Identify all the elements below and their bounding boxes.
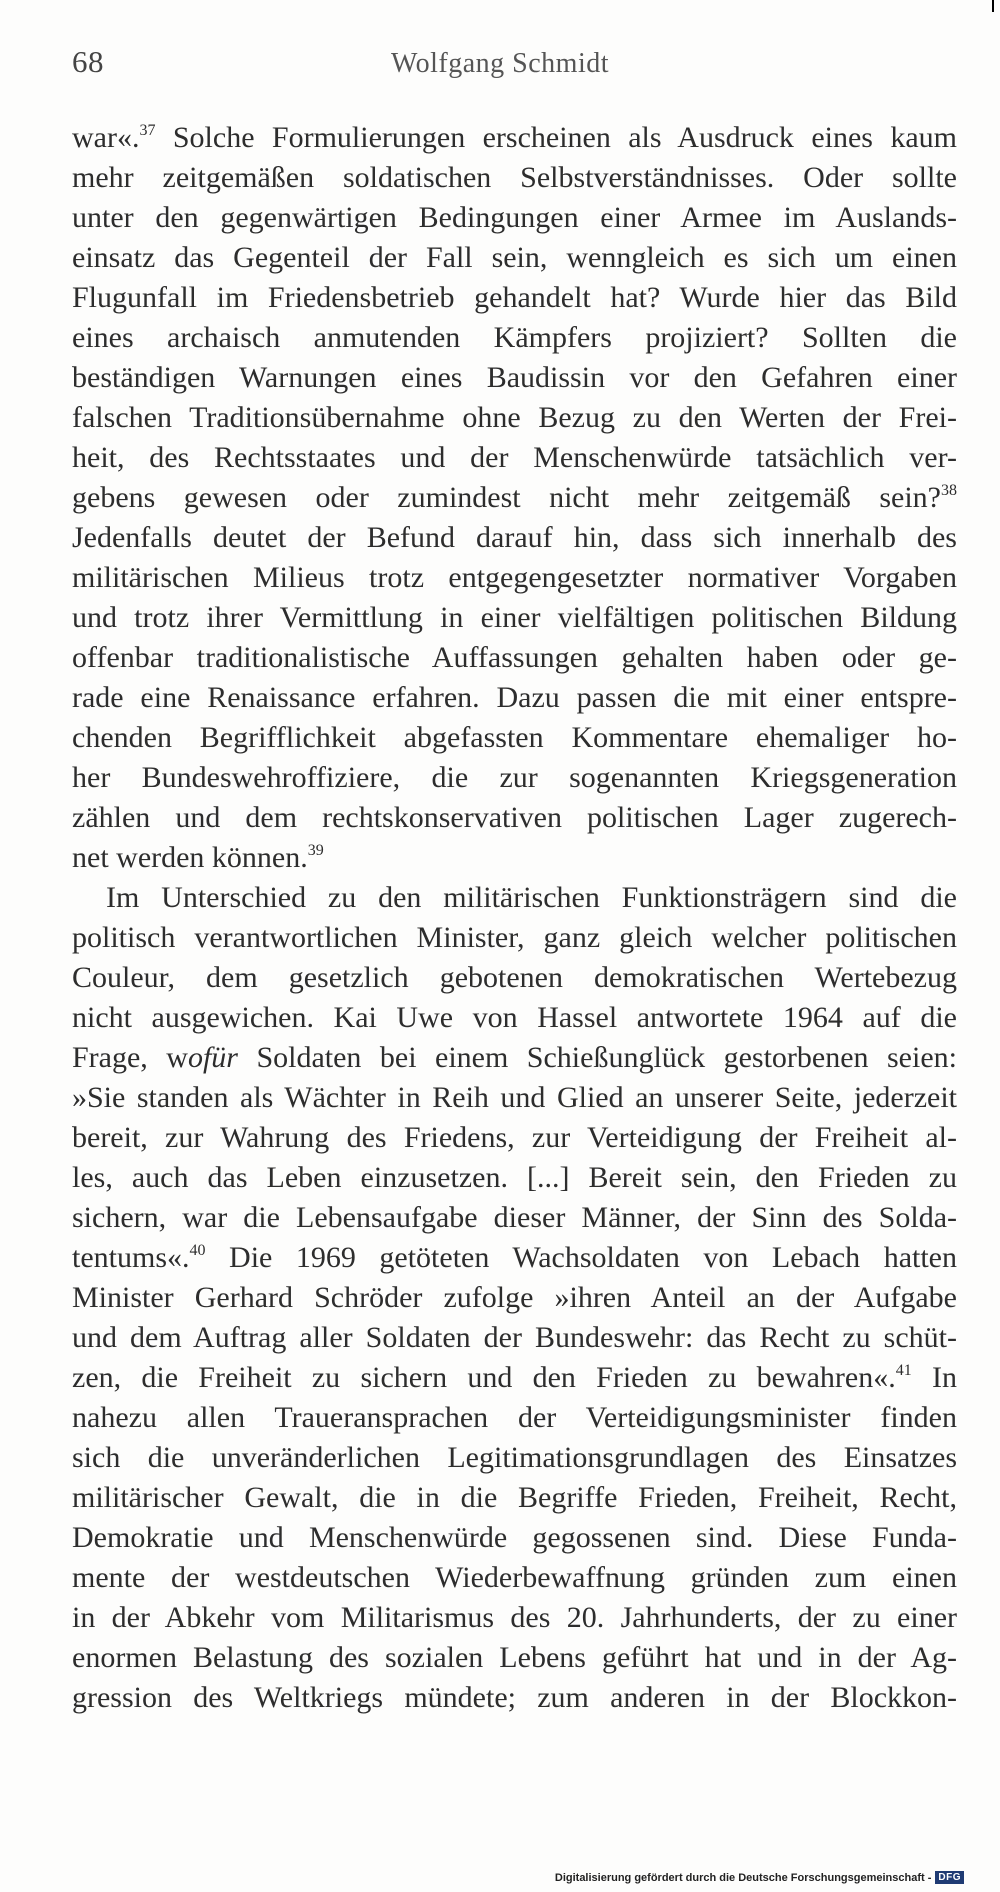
line-text: mehr zeitgemäßen soldatischen Selbstverständnisses. Oder sollte xyxy=(72,161,957,194)
text-line xyxy=(72,998,957,1038)
line-text: in der Abkehr vom Militarismus des 20. Jahrhunderts, der zu einer xyxy=(72,1601,957,1634)
text-line xyxy=(72,358,957,398)
text-line xyxy=(72,478,957,518)
line-text: chenden Begrifflichkeit abgefassten Kommentare ehemaliger ho- xyxy=(72,721,957,754)
text-line xyxy=(72,598,957,638)
line-text: zen, die Freiheit zu sichern und den Frieden zu bewahren«. xyxy=(72,1361,896,1394)
line-text: Flugunfall im Friedensbetrieb gehandelt hat? Wurde hier das Bild xyxy=(72,281,957,314)
footnote-marker: 38 xyxy=(941,482,957,499)
line-text: unter den gegenwärtigen Bedingungen einer Armee im Auslands- xyxy=(72,201,957,234)
text-line xyxy=(72,1438,957,1478)
line-text: Jedenfalls deutet der Befund darauf hin, dass sich innerhalb des xyxy=(72,521,957,554)
line-text: mente der westdeutschen Wiederbewaffnung gründen zum einen xyxy=(72,1561,957,1594)
line-text: und dem Auftrag aller Soldaten der Bundeswehr: das Recht zu schüt- xyxy=(72,1321,957,1354)
footnote-marker: 41 xyxy=(895,1362,912,1379)
text-line xyxy=(72,718,957,758)
text-line xyxy=(72,158,957,198)
line-text: rade eine Renaissance erfahren. Dazu passen die mit einer entspre- xyxy=(72,681,957,714)
line-text: net werden können. xyxy=(72,841,308,874)
line-text: Frage, w xyxy=(72,1041,188,1074)
text-line xyxy=(72,798,957,838)
text-line xyxy=(72,1238,957,1278)
line-text: politisch verantwortlichen Minister, ganz gleich welcher politischen xyxy=(72,921,957,954)
line-text: les, auch das Leben einzusetzen. [...] Bereit sein, den Frieden zu xyxy=(72,1161,957,1194)
text-line xyxy=(72,638,957,678)
line-text: her Bundeswehroffiziere, die zur sogenannten Kriegsgeneration xyxy=(72,761,957,794)
line-text: Demokratie und Menschenwürde gegossenen sind. Diese Funda- xyxy=(72,1521,957,1554)
running-head: Wolfgang Schmidt xyxy=(390,48,610,79)
line-text: nahezu allen Traueransprachen der Verteidigungsminister finden xyxy=(72,1401,957,1434)
text-line xyxy=(72,1078,957,1118)
line-text-continued: Die 1969 getöteten Wachsoldaten von Lebach hatten xyxy=(205,1241,957,1274)
line-text: sichern, war die Lebensaufgabe dieser Männer, der Sinn des Solda- xyxy=(72,1201,957,1234)
line-text: eines archaisch anmutenden Kämpfers projiziert? Sollten die xyxy=(72,321,957,354)
line-text: heit, des Rechtsstaates und der Menschenwürde tatsächlich ver- xyxy=(72,441,957,474)
line-text-continued: Solche Formulierungen erscheinen als Ausdruck eines kaum xyxy=(155,121,957,154)
line-text: sich die unveränderlichen Legitimationsgrundlagen des Einsatzes xyxy=(72,1441,957,1474)
line-text: Im Unterschied zu den militärischen Funktionsträgern sind die xyxy=(106,881,957,914)
text-line xyxy=(72,1198,957,1238)
text-line xyxy=(72,1318,957,1358)
line-text: gression des Weltkriegs mündete; zum anderen in der Blockkon- xyxy=(72,1681,957,1714)
text-line xyxy=(72,1558,957,1598)
text-line xyxy=(72,238,957,278)
page-number: 68 xyxy=(72,44,104,79)
text-line xyxy=(72,1598,957,1638)
text-line xyxy=(72,1118,957,1158)
line-text: Couleur, dem gesetzlich gebotenen demokratischen Wertebezug xyxy=(72,961,957,994)
footnote-marker: 39 xyxy=(307,842,324,859)
text-line xyxy=(72,1278,957,1318)
text-line xyxy=(72,1398,957,1438)
line-text: zählen und dem rechtskonservativen politischen Lager zugerech- xyxy=(72,801,957,834)
digitization-credit xyxy=(555,1871,964,1884)
text-line xyxy=(72,1038,957,1078)
line-text: offenbar traditionalistische Auffassungen gehalten haben oder ge- xyxy=(72,641,957,674)
text-line xyxy=(72,918,957,958)
line-text: und trotz ihrer Vermittlung in einer vielfältigen politischen Bildung xyxy=(72,601,957,634)
line-text: falschen Traditionsübernahme ohne Bezug zu den Werten der Frei- xyxy=(72,401,957,434)
text-line xyxy=(72,398,957,438)
body-text xyxy=(72,118,957,1718)
text-line xyxy=(72,518,957,558)
line-text: bereit, zur Wahrung des Friedens, zur Verteidigung der Freiheit al- xyxy=(72,1121,957,1154)
line-text-continued: Soldaten bei einem Schießunglück gestorbenen seien: xyxy=(237,1041,957,1074)
line-text: »Sie standen als Wächter in Reih und Glied an unserer Seite, jederzeit xyxy=(72,1081,957,1114)
line-text: militärischen Milieus trotz entgegengesetzter normativer Vorgaben xyxy=(72,561,957,594)
line-text: enormen Belastung des sozialen Lebens geführt hat und in der Ag- xyxy=(72,1641,957,1674)
text-line xyxy=(72,958,957,998)
line-text: gebens gewesen oder zumindest nicht mehr zeitgemäß sein? xyxy=(72,481,941,514)
text-line xyxy=(72,318,957,358)
dfg-logo: DFG xyxy=(935,1871,964,1884)
scan-edge-mark xyxy=(992,0,994,12)
text-line xyxy=(72,1638,957,1678)
text-line xyxy=(72,1478,957,1518)
line-text-continued: In xyxy=(911,1361,957,1394)
text-line xyxy=(72,438,957,478)
line-text: einsatz das Gegenteil der Fall sein, wenngleich es sich um einen xyxy=(72,241,957,274)
text-line xyxy=(72,1158,957,1198)
footnote-marker: 40 xyxy=(189,1242,206,1259)
credit-text: Digitalisierung gefördert durch die Deutsche Forschungsgemeinschaft - xyxy=(554,1871,932,1884)
emphasis-text: ofür xyxy=(187,1041,238,1074)
footnote-marker: 37 xyxy=(139,122,156,139)
line-text: beständigen Warnungen eines Baudissin vor den Gefahren einer xyxy=(72,361,957,394)
line-text: war«. xyxy=(72,121,140,154)
text-line xyxy=(72,1358,957,1398)
text-line xyxy=(72,678,957,718)
text-line xyxy=(72,1678,957,1718)
line-text: tentums«. xyxy=(72,1241,190,1274)
text-line xyxy=(72,878,957,918)
line-text: nicht ausgewichen. Kai Uwe von Hassel antwortete 1964 auf die xyxy=(72,1001,957,1034)
text-line xyxy=(72,278,957,318)
text-line xyxy=(72,838,957,878)
line-text: militärischer Gewalt, die in die Begriffe Frieden, Freiheit, Recht, xyxy=(72,1481,957,1514)
text-line xyxy=(72,558,957,598)
text-line xyxy=(72,758,957,798)
line-text: Minister Gerhard Schröder zufolge »ihren Anteil an der Aufgabe xyxy=(72,1281,957,1314)
text-line xyxy=(72,1518,957,1558)
text-line xyxy=(72,198,957,238)
text-line xyxy=(72,118,957,158)
